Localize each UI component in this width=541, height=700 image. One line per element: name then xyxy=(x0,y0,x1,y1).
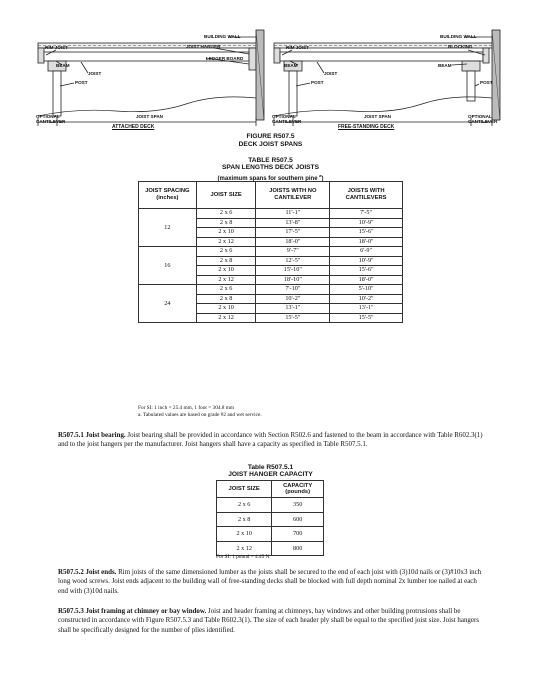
attached-deck-drawing xyxy=(36,28,268,132)
table2-title: JOIST HANGER CAPACITY xyxy=(228,471,313,479)
no-cantilever-span-cell: 18'-0" xyxy=(256,237,330,247)
joist-size-cell: 2 x 8 xyxy=(217,512,272,527)
label-post-left: POST xyxy=(311,80,324,85)
label-beam-right: BEAM xyxy=(438,63,452,68)
joist-size-cell: 2 x 6 xyxy=(196,285,256,295)
label-building-wall-right: BUILDING WALL xyxy=(440,34,477,39)
no-cantilever-span-cell: 15'-10" xyxy=(256,266,330,276)
label-blocking: BLOCKING xyxy=(448,44,473,49)
figure-caption xyxy=(0,133,541,149)
label-joist-hanger: JOIST HANGER xyxy=(186,44,221,49)
table1-title: SPAN LENGTHS DECK JOISTS xyxy=(222,164,319,172)
cantilever-span-cell: 15'-6" xyxy=(330,266,403,276)
label-beam: BEAM xyxy=(56,63,70,68)
cantilever-span-cell: 10'-9" xyxy=(330,256,403,266)
table1-note-si: For SI: 1 inch = 25.4 mm, 1 foot = 304.8 mm xyxy=(138,405,235,411)
table-row xyxy=(217,512,324,527)
label-rim-joist-right: RIM JOIST xyxy=(286,45,309,50)
table2-body xyxy=(217,498,324,556)
no-cantilever-span-cell: 18'-10" xyxy=(256,275,330,285)
header-joist-size-2: JOIST SIZE xyxy=(217,481,272,498)
header-with-cantilever: JOISTS WITH CANTILEVERS xyxy=(330,182,403,209)
section-r507-5-1-text: Joist bearing shall be provided in accordance with Section R502.6 and fastened to the beam in accordance with Table R602.3(1) and to the joist hangers per the manufacturer. Joist hangers shall have a capacity as specified in Table R507.5.1. xyxy=(58,431,483,449)
label-optional-cantilever: OPTIONAL CANTILEVER xyxy=(36,114,66,124)
cantilever-span-cell: 7'-5" xyxy=(330,209,403,219)
table2-header-row xyxy=(217,481,324,498)
label-post-right: POST xyxy=(480,80,493,85)
joist-size-cell: 2 x 6 xyxy=(196,209,256,219)
capacity-cell: 800 xyxy=(272,541,324,556)
label-attached-deck: ATTACHED DECK xyxy=(112,124,155,130)
free-standing-deck-drawing xyxy=(272,28,504,132)
table1-number: TABLE R507.5 xyxy=(248,157,293,164)
header-capacity: CAPACITY (pounds) xyxy=(272,481,324,498)
cantilever-span-cell: 15'-5" xyxy=(330,313,403,323)
section-r507-5-2-heading: R507.5.2 Joist ends. xyxy=(58,568,117,576)
cantilever-span-cell: 10'-9" xyxy=(330,218,403,228)
figure-number: FIGURE R507.5 xyxy=(246,133,295,140)
no-cantilever-span-cell: 17'-5" xyxy=(256,228,330,238)
cantilever-span-cell: 6'-9" xyxy=(330,247,403,257)
joist-size-cell: 2 x 12 xyxy=(196,275,256,285)
section-r507-5-3-text: Joist and header framing at chimneys, bay windows and other building protrusions shall be constructed in accordance with Figure R507.5.3 and Table R602.3(1). The size of each header ply shall be equal to the specified joist size. Joist hangers shall be specifically designed for the number of plies identified. xyxy=(58,607,479,634)
figure-title: DECK JOIST SPANS xyxy=(238,141,303,148)
table1-body xyxy=(139,209,403,323)
joist-size-cell: 2 x 10 xyxy=(196,228,256,238)
section-r507-5-1 xyxy=(58,431,486,450)
capacity-cell: 600 xyxy=(272,512,324,527)
joist-size-cell: 2 x 10 xyxy=(217,527,272,542)
joist-size-cell: 2 x 6 xyxy=(217,498,272,513)
label-ledger-board: LEDGER BOARD xyxy=(206,56,244,61)
no-cantilever-span-cell: 15'-5" xyxy=(256,313,330,323)
cantilever-span-cell: 18'-0" xyxy=(330,237,403,247)
no-cantilever-span-cell: 10'-2" xyxy=(256,294,330,304)
cantilever-span-cell: 15'-6" xyxy=(330,228,403,238)
joist-spacing-cell: 12 xyxy=(139,209,197,247)
joist-size-cell: 2 x 12 xyxy=(196,313,256,323)
table2-number: Table R507.5.1 xyxy=(247,464,294,471)
label-joist-right: JOIST xyxy=(324,71,338,76)
joist-size-cell: 2 x 10 xyxy=(196,266,256,276)
table-row xyxy=(139,247,403,257)
span-lengths-table xyxy=(138,181,403,323)
joist-spacing-cell: 16 xyxy=(139,247,197,285)
label-free-standing-deck: FREE-STANDING DECK xyxy=(338,124,395,130)
section-r507-5-3-heading: R507.5.3 Joist framing at chimney or bay window. xyxy=(58,607,207,615)
table1-subtitle: (maximum spans for southern pine $^a$) xyxy=(217,172,324,182)
joist-size-cell: 2 x 10 xyxy=(196,304,256,314)
joist-size-cell: 2 x 8 xyxy=(196,256,256,266)
no-cantilever-span-cell: 7'-10" xyxy=(256,285,330,295)
cantilever-span-cell: 10'-2" xyxy=(330,294,403,304)
table2-heading xyxy=(0,464,541,479)
cantilever-span-cell: 13'-1" xyxy=(330,304,403,314)
no-cantilever-span-cell: 9'-7" xyxy=(256,247,330,257)
joist-size-cell: 2 x 6 xyxy=(196,247,256,257)
label-optional-cantilever-right: OPTIONAL CANTILEVER xyxy=(468,114,498,124)
joist-size-cell: 2 x 8 xyxy=(196,294,256,304)
section-r507-5-2 xyxy=(58,568,486,596)
cantilever-span-cell: 5'-10" xyxy=(330,285,403,295)
no-cantilever-span-cell: 13'-8" xyxy=(256,218,330,228)
joist-hanger-capacity-table xyxy=(216,480,324,556)
label-post: POST xyxy=(75,80,88,85)
table-row xyxy=(217,527,324,542)
capacity-cell: 700 xyxy=(272,527,324,542)
label-joist-span-right: JOIST SPAN xyxy=(364,114,391,119)
table1-header-row xyxy=(139,182,403,209)
label-joist-span: JOIST SPAN xyxy=(136,114,163,119)
section-r507-5-3 xyxy=(58,607,486,635)
joist-spacing-cell: 24 xyxy=(139,285,197,323)
joist-size-cell: 2 x 12 xyxy=(217,541,272,556)
joist-size-cell: 2 x 12 xyxy=(196,237,256,247)
no-cantilever-span-cell: 13'-1" xyxy=(256,304,330,314)
capacity-cell: 350 xyxy=(272,498,324,513)
table1-note-a: a. Tabulated values are based on grade #2 and wet service. xyxy=(138,411,262,418)
section-r507-5-1-heading: R507.5.1 Joist bearing. xyxy=(58,431,126,439)
joist-size-cell: 2 x 8 xyxy=(196,218,256,228)
table-row xyxy=(139,285,403,295)
no-cantilever-span-cell: 11'-1" xyxy=(256,209,330,219)
label-optional-cantilever-left: OPTIONAL CANTILEVER xyxy=(272,114,302,124)
table-row xyxy=(217,498,324,513)
label-rim-joist: RIM JOIST xyxy=(45,45,68,50)
label-joist: JOIST xyxy=(88,71,102,76)
label-beam-left: BEAM xyxy=(284,63,298,68)
header-no-cantilever: JOISTS WITH NO CANTILEVER xyxy=(256,182,330,209)
table-row xyxy=(139,209,403,219)
cantilever-span-cell: 18'-0" xyxy=(330,275,403,285)
header-joist-spacing: JOIST SPACING (inches) xyxy=(139,182,197,209)
label-building-wall: BUILDING WALL xyxy=(204,34,241,39)
table1-heading xyxy=(0,157,541,183)
section-r507-5-2-text: Rim joists of the same dimensioned lumber as the joists shall be secured to the end of each joist with (3)10d nails or (3)#10x3 inch long wood screws. Joist ends adjacent to the building wall of free-standing decks shall be blocked with full depth nominal 2x lumber toe nailed at each end with (3)10d nails. xyxy=(58,568,482,595)
header-joist-size: JOIST SIZE xyxy=(196,182,256,209)
no-cantilever-span-cell: 12'-5" xyxy=(256,256,330,266)
table2-note-si: For SI: 1 pound = 4.45 N xyxy=(216,554,270,560)
